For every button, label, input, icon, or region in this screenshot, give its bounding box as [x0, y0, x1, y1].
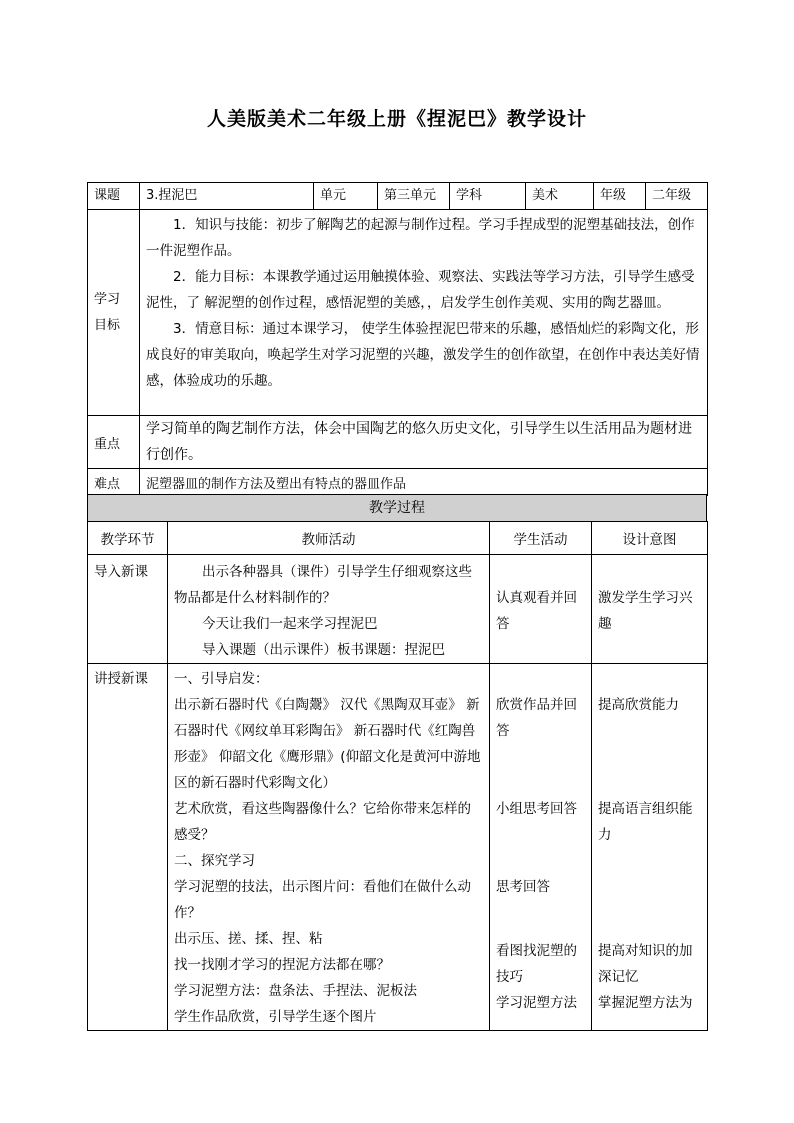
grade-label: 年级: [594, 183, 646, 210]
course-label: 课题: [88, 183, 140, 210]
focus-label: 重点: [88, 416, 140, 469]
intro-teacher: 出示各种器具（课件）引导学生仔细观察这些物品都是什么材料制作的？ 今天让我们一起来学习捏泥巴 导入课题（出示课件）板书课题：捏泥巴: [168, 555, 490, 664]
goal-knowledge: 1．知识与技能：初步了解陶艺的起源与制作过程。学习手捏成型的泥塑基础技法，创作一件泥塑作品。: [146, 217, 695, 259]
header-student: 学生活动: [490, 522, 592, 555]
intro-stage: 导入新课: [88, 555, 168, 664]
header-stage: 教学环节: [88, 522, 168, 555]
unit-value: 第三单元: [378, 183, 450, 210]
lecture-teacher: 一、引导启发： 出示新石器时代《白陶鬶》 汉代《黑陶双耳壶》 新石器时代《网纹单耳彩陶缶》 新石器时代《红陶兽形壶》 仰韶文化《鹰形鼎》(仰韶文化是黄河中游地区的新石器时代彩陶文化） 艺术欣赏，看这些陶器像什么？它给你带来怎样的感受？ 二、探究学习 学习泥塑的技法，出示图片问：看他们在做什么动作？ 出示压、搓、揉、捏、粘 找一找刚才学习的捏泥方法都在哪？ 学习泥塑方法：盘条法、手捏法、泥板法 学生作品欣赏，引导学生逐个图片: [168, 664, 490, 1031]
grade-value: 二年级: [646, 183, 708, 210]
document-title: 人美版美术二年级上册《捏泥巴》教学设计: [206, 108, 587, 130]
difficulty-row: [88, 469, 708, 496]
intro-purpose: 激发学生学习兴趣: [592, 555, 708, 664]
lecture-row: [88, 664, 708, 1031]
intro-student: 认真观看并回答: [490, 555, 592, 664]
unit-label: 单元: [314, 183, 378, 210]
focus-content: 学习简单的陶艺制作方法，体会中国陶艺的悠久历史文化，引导学生以生活用品为题材进行创作。: [140, 416, 708, 469]
lecture-stage: 讲授新课: [88, 664, 168, 1031]
lecture-purpose: 提高欣赏能力 提高语言组织能力 提高对知识的加深记忆 掌握泥塑方法为: [592, 664, 708, 1031]
goal-emotion: 3．情意目标：通过本课学习， 使学生体验捏泥巴带来的乐趣，感悟灿烂的彩陶文化，形成良好的审美取向，唤起学生对学习泥塑的兴趣，激发学生的创作欲望，在创作中表达美好情感，体验成功的乐趣。: [146, 321, 700, 389]
process-header-row: [88, 522, 708, 555]
lecture-student: 欣赏作品并回答 小组思考回答 思考回答 看图找泥塑的技巧 学习泥塑方法: [490, 664, 592, 1031]
goals-row: [88, 210, 708, 416]
focus-row: [88, 416, 708, 469]
info-row: [88, 183, 708, 210]
goals-label: 学习 目标: [88, 210, 140, 416]
intro-row: [88, 555, 708, 664]
course-value: 3.捏泥巴: [140, 183, 314, 210]
subject-value: 美术: [526, 183, 594, 210]
goals-content: [140, 210, 708, 416]
difficulty-content: 泥塑器皿的制作方法及塑出有特点的器皿作品: [140, 469, 708, 496]
process-table: [87, 521, 708, 1031]
process-title: 教学过程: [87, 494, 707, 522]
subject-label: 学科: [450, 183, 526, 210]
header-purpose: 设计意图: [592, 522, 708, 555]
info-table: [87, 182, 708, 496]
header-teacher: 教师活动: [168, 522, 490, 555]
goal-ability: 2．能力目标：本课教学通过运用触摸体验、观察法、实践法等学习方法，引导学生感受泥性，了 解泥塑的创作过程，感悟泥塑的美感，，启发学生创作美观、实用的陶艺器皿。: [146, 269, 695, 311]
difficulty-label: 难点: [88, 469, 140, 496]
